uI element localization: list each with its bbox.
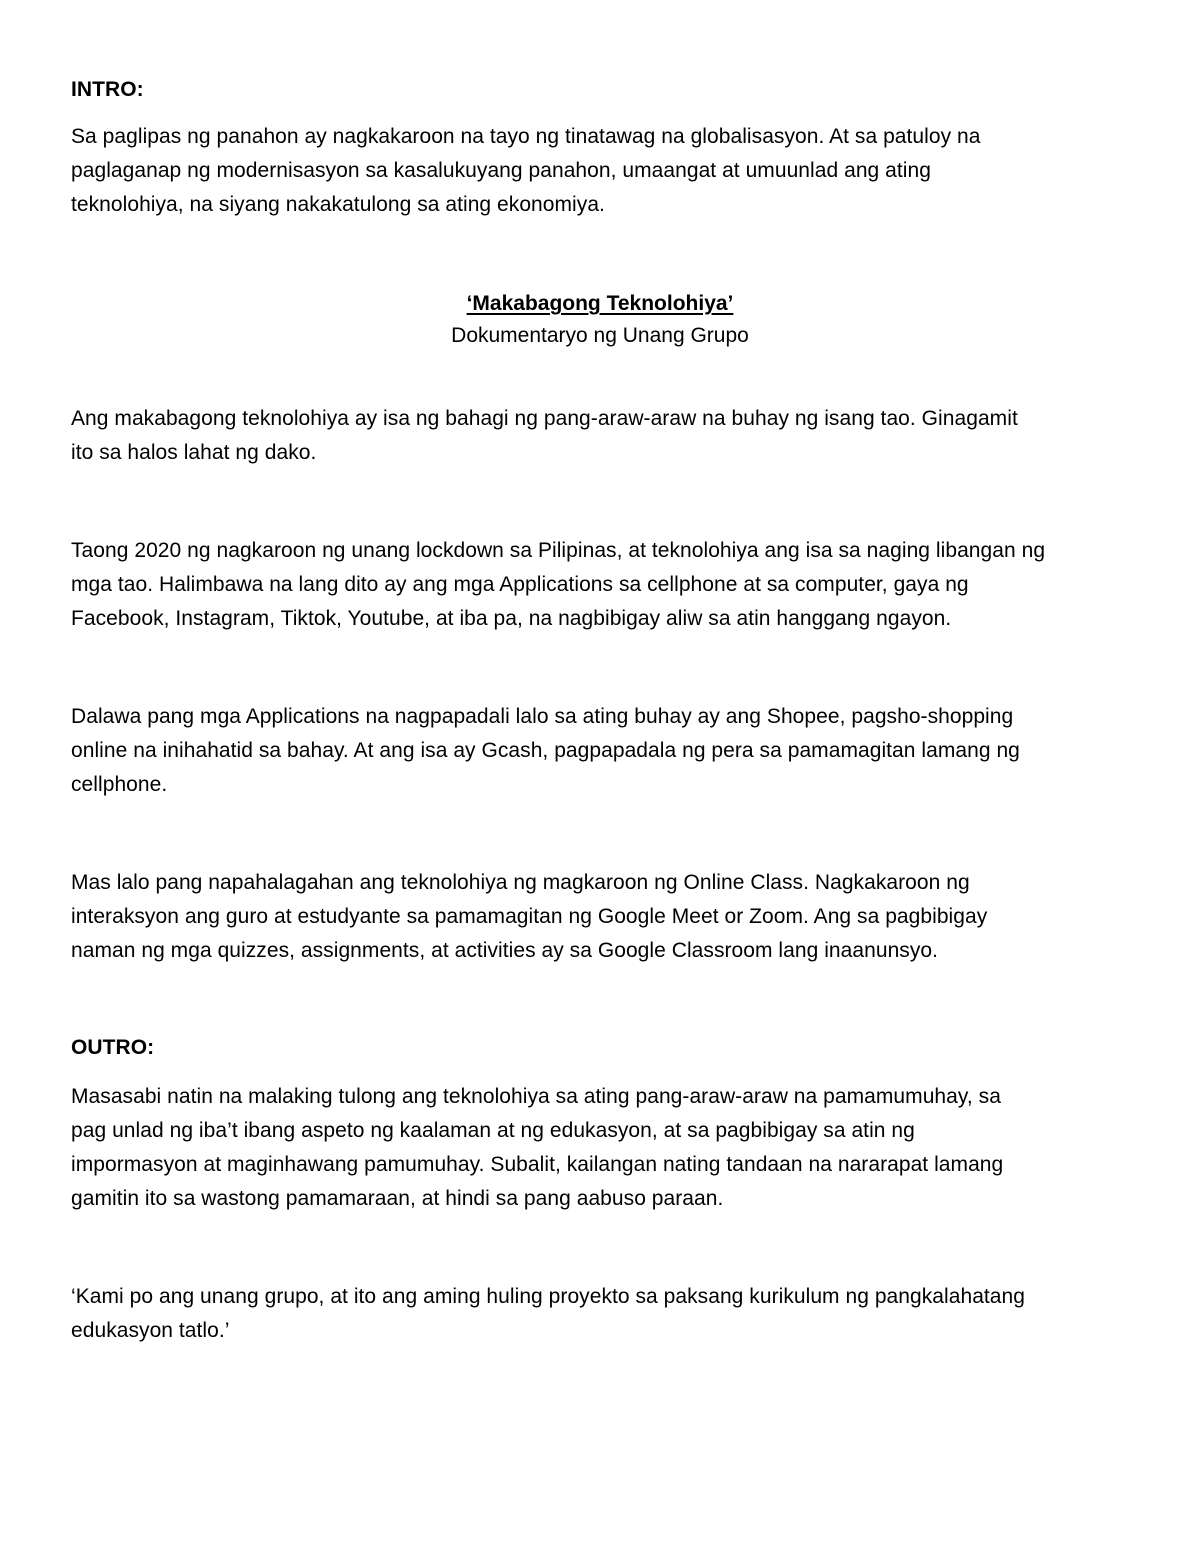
outro-line: impormasyon at maginhawang pamumuhay. Subalit, kailangan nating tandaan na nararapat lamang [71,1153,1004,1176]
closing-line: edukasyon tatlo.’ [71,1319,230,1342]
outro-line: pag unlad ng iba’t ibang aspeto ng kaalaman at ng edukasyon, at sa pagbibigay sa atin ng [71,1119,915,1142]
paragraph-line: online na inihahatid sa bahay. At ang isa ay Gcash, pagpapadala ng pera sa pamamagitan lamang ng [71,739,1020,762]
paragraph-line: Taong 2020 ng nagkaroon ng unang lockdown sa Pilipinas, at teknolohiya ang isa sa naging libangan ng [71,539,1046,562]
document-title [0,287,1200,321]
outro-paragraph [71,1080,1141,1216]
closing-line: ‘Kami po ang unang grupo, at ito ang aming huling proyekto sa paksang kurikulum ng pangkalahatang [71,1285,1025,1308]
document-subtitle: Dokumentaryo ng Unang Grupo [451,324,749,347]
body-paragraph [71,866,1141,968]
paragraph-line: interaksyon ang guro at estudyante sa pamamagitan ng Google Meet or Zoom. Ang sa pagbibigay [71,905,988,928]
outro-line: gamitin ito sa wastong pamamaraan, at hindi sa pang aabuso paraan. [71,1187,724,1210]
outro-heading: OUTRO: [71,1036,155,1059]
paragraph-line: Ang makabagong teknolohiya ay isa ng bahagi ng pang-araw-araw na buhay ng isang tao. Ginagamit [71,407,1018,430]
paragraph-line: cellphone. [71,773,168,796]
intro-line: teknolohiya, na siyang nakakatulong sa ating ekonomiya. [71,193,605,216]
body-paragraph [71,402,1141,470]
paragraph-line: Facebook, Instagram, Tiktok, Youtube, at iba pa, na nagbibigay aliw sa atin hanggang ngayon. [71,607,952,630]
intro-paragraph [71,120,1141,222]
document-title-text: ‘Makabagong Teknolohiya’ [466,292,734,315]
paragraph-line: naman ng mga quizzes, assignments, at activities ay sa Google Classroom lang inaanunsyo. [71,939,939,962]
body-paragraph [71,700,1141,802]
intro-line: paglaganap ng modernisasyon sa kasalukuyang panahon, umaangat at umuunlad ang ating [71,159,931,182]
body-paragraph [71,534,1141,636]
closing-paragraph [71,1280,1141,1348]
paragraph-line: ito sa halos lahat ng dako. [71,441,317,464]
intro-heading: INTRO: [71,78,144,101]
paragraph-line: Mas lalo pang napahalagahan ang teknolohiya ng magkaroon ng Online Class. Nagkakaroon ng [71,871,970,894]
intro-line: Sa paglipas ng panahon ay nagkakaroon na tayo ng tinatawag na globalisasyon. At sa patuloy na [71,125,981,148]
paragraph-line: Dalawa pang mga Applications na nagpapadali lalo sa ating buhay ay ang Shopee, pagsho-shopping [71,705,1014,728]
outro-line: Masasabi natin na malaking tulong ang teknolohiya sa ating pang-araw-araw na pamamumuhay, sa [71,1085,1001,1108]
paragraph-line: mga tao. Halimbawa na lang dito ay ang mga Applications sa cellphone at sa computer, gaya ng [71,573,969,596]
